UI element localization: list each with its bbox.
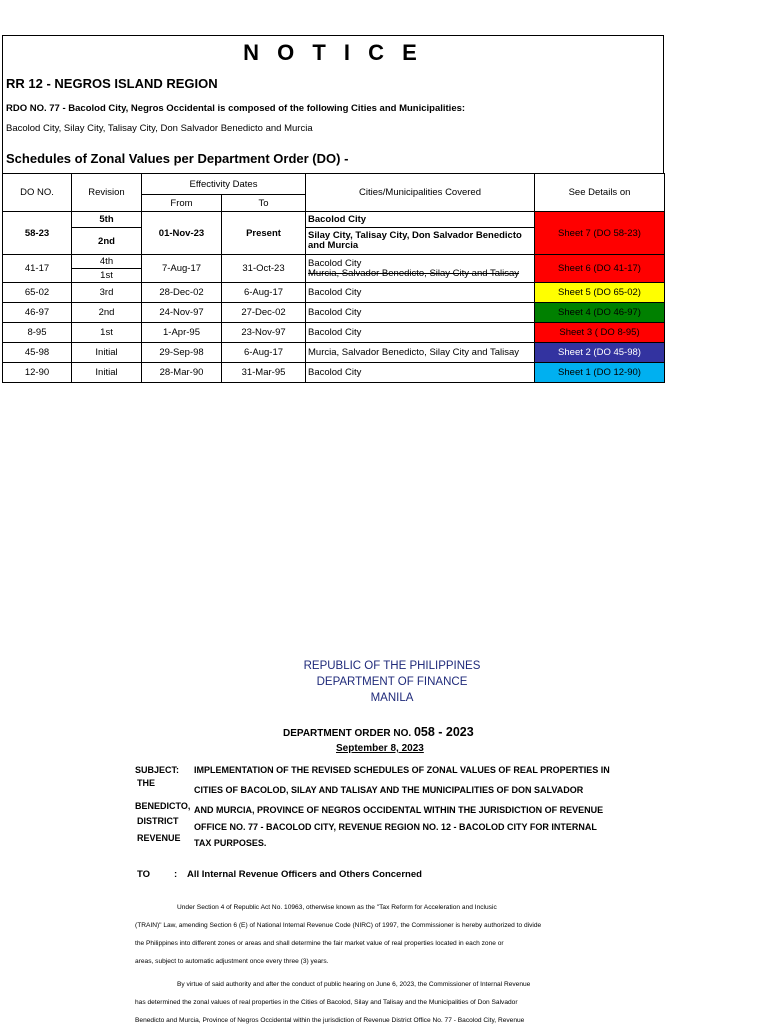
do-number: 65-02 (3, 283, 72, 303)
subject-line: AND MURCIA, PROVINCE OF NEGROS OCCIDENTAL WITHIN THE JURISDICTION OF REVENUE (194, 805, 604, 815)
sheet-link[interactable]: Sheet 2 (DO 45-98) (535, 343, 665, 363)
sheet-link[interactable]: Sheet 3 ( DO 8-95) (535, 323, 665, 343)
city-heading: MANILA (370, 692, 414, 704)
subject-label: DISTRICT (137, 816, 179, 826)
sheet-link[interactable]: Sheet 1 (DO 12-90) (535, 363, 665, 383)
date-from: 24-Nov-97 (142, 303, 222, 323)
city-covered: Bacolod City (306, 212, 535, 228)
subject-line: TAX PURPOSES. (194, 838, 267, 848)
date-from: 7-Aug-17 (142, 255, 222, 283)
order-date: September 8, 2023 (336, 743, 424, 754)
header-effectivity: Effectivity Dates (142, 174, 306, 195)
city-covered: Bacolod City (306, 363, 535, 383)
date-from: 1-Apr-95 (142, 323, 222, 343)
notice-title: N O T I C E (243, 40, 423, 65)
sheet-link[interactable]: Sheet 4 (DO 46-97) (535, 303, 665, 323)
city-covered: Murcia, Salvador Benedicto, Silay City and Talisay (306, 343, 535, 363)
to-label: TO (137, 869, 151, 880)
paragraph-line: Benedicto and Murcia, Province of Negros Occidental within the jurisdiction of Revenue District Office No. 77 - Bacolod City, Revenue (135, 1017, 525, 1024)
date-to: 27-Dec-02 (222, 303, 306, 323)
subject-label: REVENUE (137, 833, 181, 843)
subject-line: OFFICE NO. 77 - BACOLOD CITY, REVENUE REGION NO. 12 - BACOLOD CITY FOR INTERNAL (194, 822, 597, 832)
date-from: 28-Mar-90 (142, 363, 222, 383)
revision: 5th (72, 212, 142, 228)
to-recipients: All Internal Revenue Officers and Others Concerned (187, 869, 422, 880)
city-covered: Bacolod City (306, 283, 535, 303)
table-row (3, 303, 665, 323)
do-number: 41-17 (3, 255, 72, 283)
city-covered (306, 255, 535, 283)
header-do-no: DO NO. (3, 174, 72, 212)
paragraph-line: By virtue of said authority and after the conduct of public hearing on June 6, 2023, the Commissioner of Internal Revenue (177, 981, 531, 988)
revision: 4th (72, 255, 142, 269)
date-to: 23-Nov-97 (222, 323, 306, 343)
sheet-link[interactable]: Sheet 7 (DO 58-23) (535, 212, 665, 255)
date-to: 31-Oct-23 (222, 255, 306, 283)
paragraph-line: (TRAIN)" Law, amending Section 6 (E) of National Internal Revenue Code (NIRC) of 1997, the Commissioner is hereby authorized to divide (135, 922, 542, 929)
revision: Initial (72, 363, 142, 383)
department-order-number (283, 725, 474, 739)
paragraph-1 (135, 899, 635, 971)
do-number: 46-97 (3, 303, 72, 323)
date-to: 6-Aug-17 (222, 283, 306, 303)
republic-heading: REPUBLIC OF THE PHILIPPINES (303, 660, 481, 672)
order-label: DEPARTMENT ORDER NO. (283, 728, 412, 739)
sheet-link[interactable]: Sheet 5 (DO 65-02) (535, 283, 665, 303)
table-row (3, 283, 665, 303)
cities-line: Bacolod City, Silay City, Talisay City, Don Salvador Benedicto and Murcia (6, 123, 313, 134)
revision: 1st (72, 323, 142, 343)
paragraph-line: areas, subject to automatic adjustment once every three (3) years. (135, 958, 329, 965)
subject-line: CITIES OF BACOLOD, SILAY AND TALISAY AND THE MUNICIPALITIES OF DON SALVADOR (194, 785, 584, 795)
zonal-values-table (2, 173, 665, 383)
header-from: From (142, 195, 222, 212)
date-from: 01-Nov-23 (142, 212, 222, 255)
subject-line: IMPLEMENTATION OF THE REVISED SCHEDULES OF ZONAL VALUES OF REAL PROPERTIES IN (194, 765, 610, 775)
date-from: 29-Sep-98 (142, 343, 222, 363)
region-heading: RR 12 - NEGROS ISLAND REGION (6, 76, 218, 91)
notice-box (2, 35, 664, 173)
schedules-heading: Schedules of Zonal Values per Department Order (DO) - (6, 151, 349, 166)
to-colon: : (174, 869, 178, 880)
subject-label: BENEDICTO, (135, 801, 191, 811)
revision: 1st (72, 269, 142, 283)
city-line: Bacolod City (308, 257, 362, 269)
city-covered: Bacolod City (306, 303, 535, 323)
rdo-line: RDO NO. 77 - Bacolod City, Negros Occidental is composed of the following Cities and Municipalities: (6, 103, 466, 114)
header-revision: Revision (72, 174, 142, 212)
do-number: 45-98 (3, 343, 72, 363)
paragraph-line: Under Section 4 of Republic Act No. 10963, otherwise known as the "Tax Reform for Acceleration and Inclusic (177, 904, 497, 911)
subject-label: THE (137, 778, 155, 788)
do-number: 58-23 (3, 212, 72, 255)
table-row (3, 255, 665, 269)
table-header-row (3, 174, 665, 195)
header-details: See Details on (535, 174, 665, 212)
revision: 2nd (72, 228, 142, 255)
revision: Initial (72, 343, 142, 363)
table-row (3, 323, 665, 343)
department-heading: DEPARTMENT OF FINANCE (316, 676, 468, 688)
sheet-link[interactable]: Sheet 6 (DO 41-17) (535, 255, 665, 283)
subject-label: SUBJECT: (135, 765, 180, 775)
date-from: 28-Dec-02 (142, 283, 222, 303)
city-covered: Silay City, Talisay City, Don Salvador Benedicto and Murcia (306, 228, 535, 255)
city-covered: Bacolod City (306, 323, 535, 343)
date-to: 31-Mar-95 (222, 363, 306, 383)
paragraph-line: the Philippines into different zones or areas and shall determine the fair market value of real properties located in each zone or (135, 940, 504, 947)
date-to: 6-Aug-17 (222, 343, 306, 363)
paragraph-line: has determined the zonal values of real properties in the Cities of Bacolod, Silay and Talisay and the Municipalities of Don Salvador (135, 999, 518, 1006)
do-number: 8-95 (3, 323, 72, 343)
do-number: 12-90 (3, 363, 72, 383)
order-number: 058 - 2023 (413, 725, 474, 739)
header-to: To (222, 195, 306, 212)
paragraph-2 (135, 976, 635, 1030)
table-row (3, 363, 665, 383)
table-row (3, 343, 665, 363)
header-cities: Cities/Municipalities Covered (306, 174, 535, 212)
revision: 2nd (72, 303, 142, 323)
date-to: Present (222, 212, 306, 255)
revision: 3rd (72, 283, 142, 303)
table-row (3, 212, 665, 228)
city-line: Murcia, Salvador Benedicto, Silay City and Talisay (308, 267, 520, 279)
